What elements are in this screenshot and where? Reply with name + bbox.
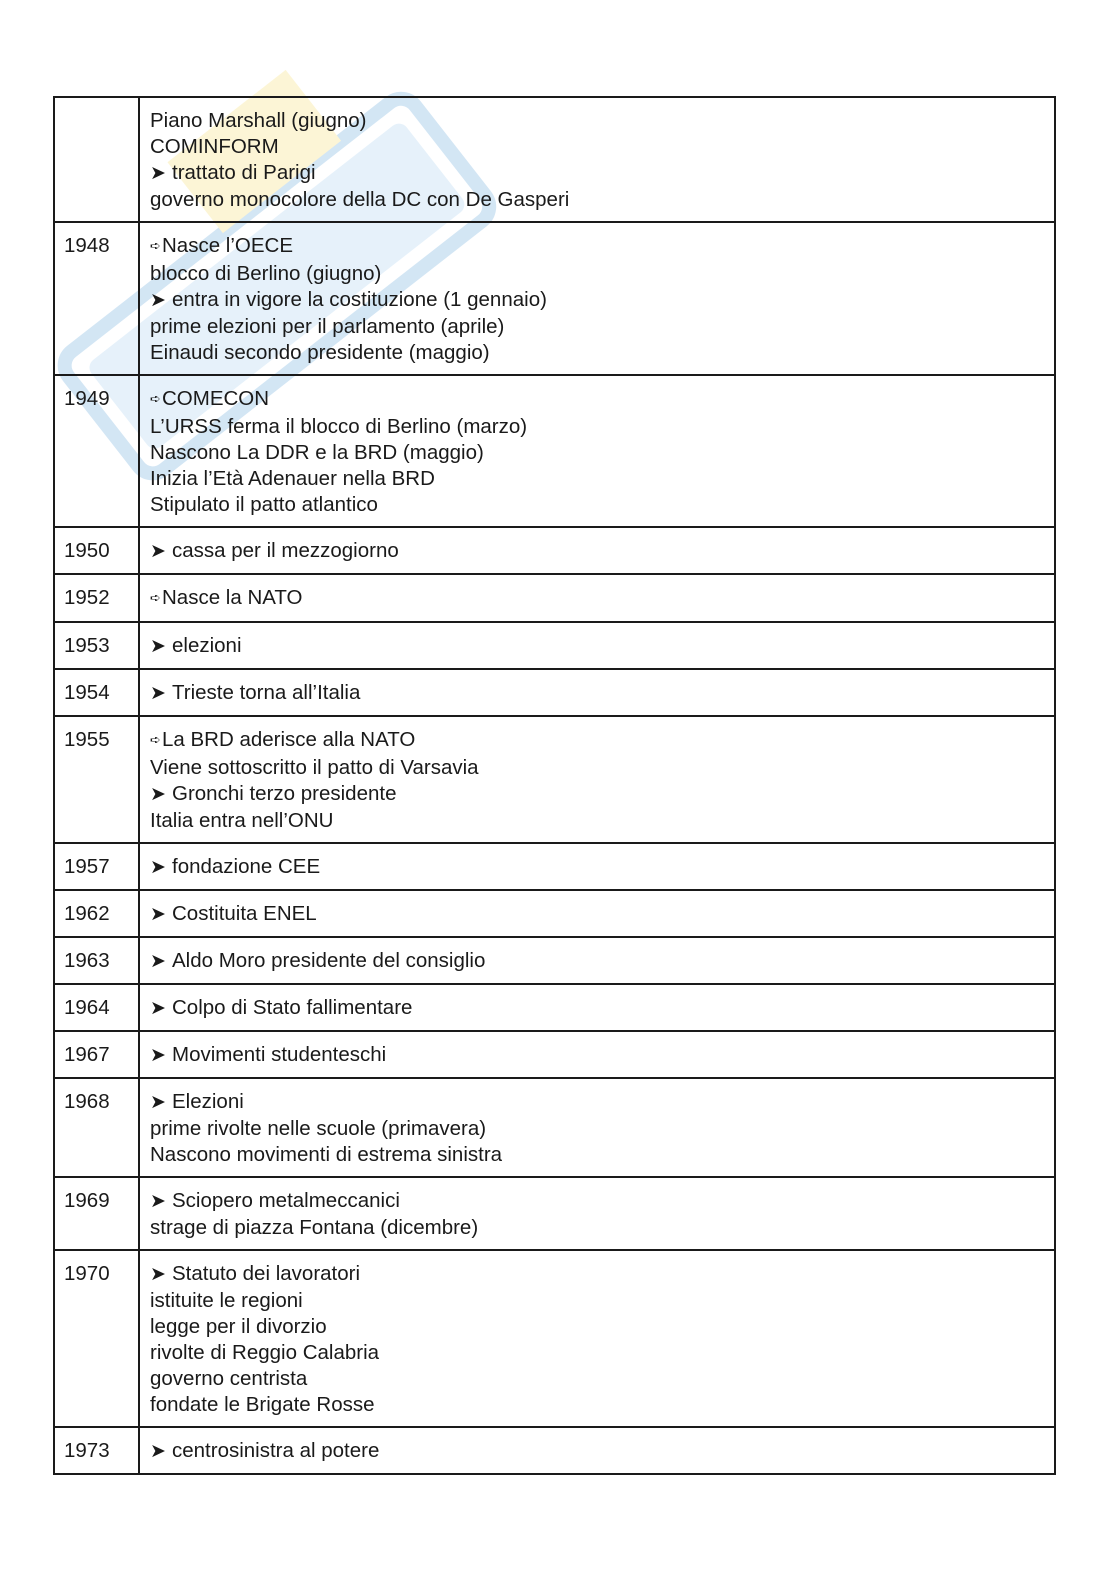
arrow-bullet-icon: ➤	[150, 857, 166, 878]
event-line	[150, 680, 1044, 707]
event-text: Nascono La DDR e la BRD (maggio)	[150, 441, 484, 464]
event-line	[150, 1261, 1044, 1288]
arrow-bullet-icon: ➤	[150, 683, 166, 704]
event-line	[150, 386, 1044, 414]
event-text: strage di piazza Fontana (dicembre)	[150, 1216, 479, 1239]
event-line	[150, 233, 1044, 261]
event-line	[150, 492, 1044, 518]
event-line	[150, 1438, 1044, 1465]
year-cell: 1950	[54, 527, 139, 574]
event-text: fondazione CEE	[172, 855, 321, 878]
events-cell	[139, 527, 1055, 574]
event-line	[150, 1188, 1044, 1215]
arrow-bullet-icon: ➤	[150, 1441, 166, 1462]
table-row	[54, 622, 1055, 669]
event-text: trattato di Parigi	[172, 161, 316, 184]
year-cell: 1962	[54, 890, 139, 937]
hollow-arrow-bullet-icon: ➪	[150, 391, 161, 406]
event-line	[150, 854, 1044, 881]
event-line	[150, 1142, 1044, 1168]
arrow-bullet-icon: ➤	[150, 998, 166, 1019]
arrow-bullet-icon: ➤	[150, 541, 166, 562]
arrow-bullet-icon: ➤	[150, 784, 166, 805]
arrow-bullet-icon: ➤	[150, 1264, 166, 1285]
events-cell	[139, 574, 1055, 622]
event-line	[150, 187, 1044, 213]
events-cell	[139, 1078, 1055, 1177]
events-cell	[139, 1031, 1055, 1078]
events-cell	[139, 669, 1055, 716]
table-row	[54, 97, 1055, 222]
events-cell	[139, 1177, 1055, 1250]
event-line	[150, 1392, 1044, 1418]
events-cell	[139, 375, 1055, 527]
event-line	[150, 1089, 1044, 1116]
table-row	[54, 574, 1055, 622]
events-cell	[139, 222, 1055, 375]
event-text: governo monocolore della DC con De Gasperi	[150, 188, 570, 211]
event-line	[150, 633, 1044, 660]
event-text: Nasce la NATO	[162, 586, 303, 609]
event-line	[150, 808, 1044, 834]
event-text: Viene sottoscritto il patto di Varsavia	[150, 756, 479, 779]
table-row	[54, 1250, 1055, 1427]
event-text: Aldo Moro presidente del consiglio	[172, 949, 486, 972]
event-text: Einaudi secondo presidente (maggio)	[150, 341, 490, 364]
table-row	[54, 843, 1055, 890]
year-cell: 1949	[54, 375, 139, 527]
event-text: Statuto dei lavoratori	[172, 1262, 361, 1285]
event-text: Sciopero metalmeccanici	[172, 1189, 400, 1212]
event-text: rivolte di Reggio Calabria	[150, 1341, 380, 1364]
event-line	[150, 314, 1044, 340]
event-text: Italia entra nell’ONU	[150, 809, 334, 832]
event-line	[150, 755, 1044, 781]
arrow-bullet-icon: ➤	[150, 636, 166, 657]
event-line	[150, 466, 1044, 492]
event-text: Movimenti studenteschi	[172, 1043, 387, 1066]
event-line	[150, 727, 1044, 755]
table-row	[54, 1427, 1055, 1474]
event-line	[150, 585, 1044, 613]
events-cell	[139, 716, 1055, 843]
events-cell	[139, 1427, 1055, 1474]
event-line	[150, 1314, 1044, 1340]
table-row	[54, 937, 1055, 984]
event-text: blocco di Berlino (giugno)	[150, 262, 382, 285]
event-line	[150, 340, 1044, 366]
event-text: governo centrista	[150, 1367, 308, 1390]
arrow-bullet-icon: ➤	[150, 290, 166, 311]
event-text: fondate le Brigate Rosse	[150, 1393, 375, 1416]
year-cell: 1952	[54, 574, 139, 622]
events-cell	[139, 622, 1055, 669]
event-line	[150, 948, 1044, 975]
table-row	[54, 669, 1055, 716]
timeline-body	[54, 97, 1055, 1474]
event-line	[150, 414, 1044, 440]
events-cell	[139, 984, 1055, 1031]
event-line	[150, 1042, 1044, 1069]
event-line	[150, 1215, 1044, 1241]
events-cell	[139, 1250, 1055, 1427]
event-text: cassa per il mezzogiorno	[172, 539, 399, 562]
event-line	[150, 781, 1044, 808]
event-text: Costituita ENEL	[172, 902, 317, 925]
table-row	[54, 375, 1055, 527]
event-text: istituite le regioni	[150, 1289, 303, 1312]
event-text: Colpo di Stato fallimentare	[172, 996, 413, 1019]
events-cell	[139, 890, 1055, 937]
event-line	[150, 108, 1044, 134]
event-text: entra in vigore la costituzione (1 gennaio)	[172, 288, 547, 311]
table-row	[54, 890, 1055, 937]
event-text: COMECON	[162, 387, 270, 410]
table-row	[54, 1078, 1055, 1177]
event-line	[150, 287, 1044, 314]
arrow-bullet-icon: ➤	[150, 951, 166, 972]
year-cell: 1953	[54, 622, 139, 669]
table-row	[54, 984, 1055, 1031]
event-line	[150, 1116, 1044, 1142]
timeline-table	[53, 96, 1056, 1475]
year-cell: 1973	[54, 1427, 139, 1474]
event-text: centrosinistra al potere	[172, 1439, 380, 1462]
year-cell: 1968	[54, 1078, 139, 1177]
event-line	[150, 440, 1044, 466]
arrow-bullet-icon: ➤	[150, 163, 166, 184]
events-cell	[139, 97, 1055, 222]
event-line	[150, 160, 1044, 187]
event-text: Inizia l’Età Adenauer nella BRD	[150, 467, 435, 490]
hollow-arrow-bullet-icon: ➪	[150, 238, 161, 253]
event-line	[150, 261, 1044, 287]
year-cell: 1954	[54, 669, 139, 716]
event-text: L’URSS ferma il blocco di Berlino (marzo)	[150, 415, 528, 438]
event-line	[150, 1366, 1044, 1392]
hollow-arrow-bullet-icon: ➪	[150, 590, 161, 605]
event-line	[150, 1288, 1044, 1314]
event-text: Trieste torna all’Italia	[172, 681, 361, 704]
event-text: prime elezioni per il parlamento (aprile)	[150, 315, 505, 338]
event-line	[150, 901, 1044, 928]
event-text: prime rivolte nelle scuole (primavera)	[150, 1117, 487, 1140]
event-text: La BRD aderisce alla NATO	[162, 728, 416, 751]
table-row	[54, 1177, 1055, 1250]
arrow-bullet-icon: ➤	[150, 1045, 166, 1066]
arrow-bullet-icon: ➤	[150, 1191, 166, 1212]
table-row	[54, 527, 1055, 574]
event-line	[150, 538, 1044, 565]
event-text: Nasce l’OECE	[162, 234, 294, 257]
event-text: Elezioni	[172, 1090, 244, 1113]
year-cell: 1970	[54, 1250, 139, 1427]
event-text: elezioni	[172, 634, 242, 657]
hollow-arrow-bullet-icon: ➪	[150, 732, 161, 747]
year-cell: 1969	[54, 1177, 139, 1250]
year-cell: 1948	[54, 222, 139, 375]
table-row	[54, 222, 1055, 375]
events-cell	[139, 843, 1055, 890]
event-text: Piano Marshall (giugno)	[150, 109, 367, 132]
table-row	[54, 716, 1055, 843]
event-line	[150, 134, 1044, 160]
event-text: Stipulato il patto atlantico	[150, 493, 378, 516]
arrow-bullet-icon: ➤	[150, 1092, 166, 1113]
event-text: Gronchi terzo presidente	[172, 782, 397, 805]
year-cell	[54, 97, 139, 222]
event-text: legge per il divorzio	[150, 1315, 327, 1338]
year-cell: 1955	[54, 716, 139, 843]
year-cell: 1963	[54, 937, 139, 984]
event-line	[150, 1340, 1044, 1366]
year-cell: 1967	[54, 1031, 139, 1078]
event-text: COMINFORM	[150, 135, 279, 158]
table-row	[54, 1031, 1055, 1078]
arrow-bullet-icon: ➤	[150, 904, 166, 925]
event-line	[150, 995, 1044, 1022]
year-cell: 1957	[54, 843, 139, 890]
year-cell: 1964	[54, 984, 139, 1031]
event-text: Nascono movimenti di estrema sinistra	[150, 1143, 503, 1166]
events-cell	[139, 937, 1055, 984]
